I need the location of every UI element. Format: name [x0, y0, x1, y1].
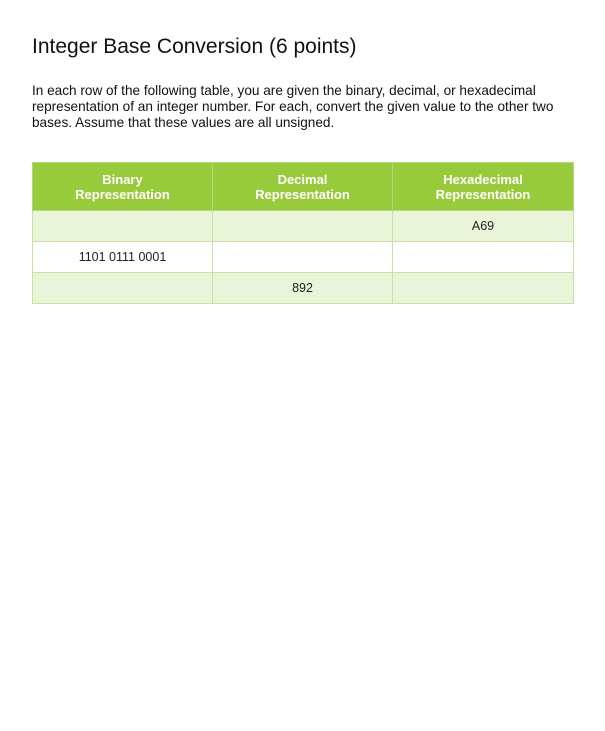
conversion-table [32, 162, 574, 304]
table-row [33, 242, 574, 273]
header-binary-line1: Binary [102, 171, 143, 187]
header-hexadecimal-line1: Hexadecimal [443, 171, 523, 187]
cell-hexadecimal: A69 [393, 211, 574, 242]
cell-binary [33, 211, 213, 242]
cell-binary: 1101 0111 0001 [33, 242, 213, 273]
header-decimal-line2: Representation [255, 186, 350, 202]
table-header-row [33, 163, 574, 211]
cell-decimal: 892 [213, 273, 393, 304]
cell-hexadecimal [393, 242, 574, 273]
table-row [33, 273, 574, 304]
header-hexadecimal [393, 163, 574, 211]
cell-binary [33, 273, 213, 304]
page-title: Integer Base Conversion (6 points) [32, 35, 357, 58]
header-decimal-line1: Decimal [277, 171, 328, 187]
header-hexadecimal-line2: Representation [435, 186, 531, 202]
header-binary [33, 163, 213, 211]
table-row [33, 211, 574, 242]
header-binary-line2: Representation [75, 186, 170, 202]
cell-decimal [213, 211, 393, 242]
intro-paragraph: In each row of the following table, you are given the binary, decimal, or hexadecimal representation of an integer number. For each, convert the given value to the other two bases. Assume that these values are all unsigned. [32, 83, 554, 130]
cell-decimal [213, 242, 393, 273]
cell-hexadecimal [393, 273, 574, 304]
header-decimal [213, 163, 393, 211]
